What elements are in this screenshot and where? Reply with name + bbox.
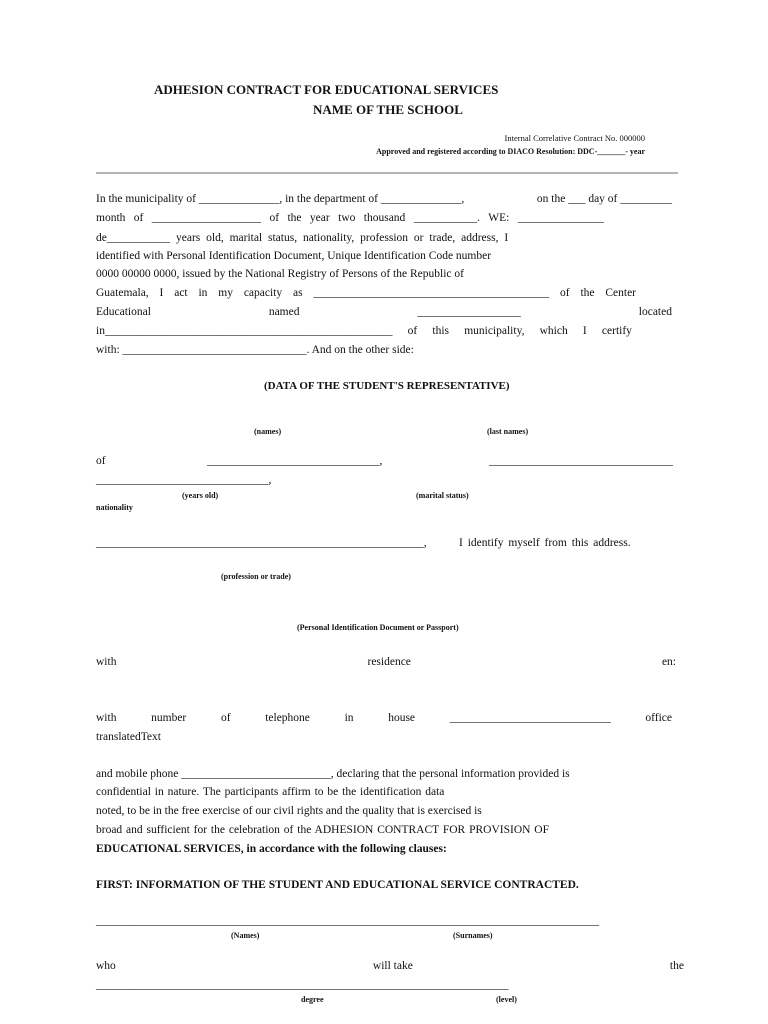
intro-line-6: Guatemala, I act in my capacity as _________________________________________ of the Center — [96, 287, 636, 299]
intro-line-3: de___________ years old, marital status, nationality, profession or trade, address, I — [96, 232, 509, 244]
decl-line-5: EDUCATIONAL SERVICES, in accordance with the following clauses: — [96, 843, 447, 855]
intro-line-9: with: ________________________________. And on the other side: — [96, 344, 414, 356]
intro-line-2: month of ___________________ of the year two thousand ___________. WE: _______________ — [96, 212, 604, 224]
contract-number: Internal Correlative Contract No. 000000 — [504, 133, 645, 143]
first-clause-who-line: who will take the — [96, 960, 684, 972]
rep-address-blank: _________________________________________________________, — [96, 537, 427, 549]
label-level: (level) — [496, 995, 517, 1004]
label-names-cap: (Names) — [231, 931, 260, 940]
rep-residence-line: with residence en: — [96, 656, 676, 668]
first-clause-blank-line-2: _________________________________________________________________________ — [96, 979, 509, 991]
intro-line-1: In the municipality of ______________, in the department of ______________, on the ___ day of _________ — [96, 193, 672, 205]
intro-line-5: 0000 00000 0000, issued by the National Registry of Persons of the Republic of — [96, 268, 464, 280]
header-divider — [96, 172, 678, 174]
rep-phone-line: with number of telephone in house ____________________________ office — [96, 712, 672, 724]
approval-line: Approved and registered according to DIACO Resolution: DDC-_______- year — [376, 147, 645, 156]
intro-line-8: in__________________________________________________ of this municipality, which I certify — [96, 325, 632, 337]
decl-line-3: noted, to be in the free exercise of our civil rights and the quality that is exercised is — [96, 805, 482, 817]
label-degree: degree — [301, 995, 324, 1004]
decl-line-4: broad and sufficient for the celebration of the ADHESION CONTRACT FOR PROVISION OF — [96, 824, 549, 836]
label-nationality: nationality — [96, 503, 133, 512]
decl-line-1: and mobile phone __________________________, declaring that the personal information provided is — [96, 768, 570, 780]
rep-of: of — [96, 455, 106, 467]
intro-line-4: identified with Personal Identification Document, Unique Identification Code number — [96, 250, 492, 262]
rep-translated-text: translatedText — [96, 731, 161, 743]
section-student-representative: (DATA OF THE STUDENT'S REPRESENTATIVE) — [264, 380, 510, 392]
rep-last-names-blank: ________________________________ — [489, 455, 673, 467]
rep-address-text: I identify myself from this address. — [459, 537, 631, 549]
rep-names-blank: ______________________________, — [207, 455, 383, 467]
rep-age-blank: ______________________________, — [96, 474, 272, 486]
first-clause-blank-line: _________________________________________________________________________________________ — [96, 915, 599, 927]
label-marital-status: (marital status) — [416, 491, 469, 500]
label-profession: (profession or trade) — [221, 572, 291, 581]
school-name: NAME OF THE SCHOOL — [313, 102, 463, 117]
label-id-document: (Personal Identification Document or Passport) — [297, 623, 459, 632]
intro-line-7: Educational named __________________ located — [96, 306, 672, 318]
label-last-names: (last names) — [487, 427, 529, 436]
label-names: (names) — [254, 427, 282, 436]
label-surnames: (Surnames) — [453, 931, 493, 940]
decl-line-2: confidential in nature. The participants affirm to be the identification data — [96, 786, 445, 798]
label-years-old: (years old) — [182, 491, 219, 500]
contract-title: ADHESION CONTRACT FOR EDUCATIONAL SERVICES — [154, 82, 499, 97]
first-clause-heading: FIRST: INFORMATION OF THE STUDENT AND EDUCATIONAL SERVICE CONTRACTED. — [96, 879, 579, 891]
